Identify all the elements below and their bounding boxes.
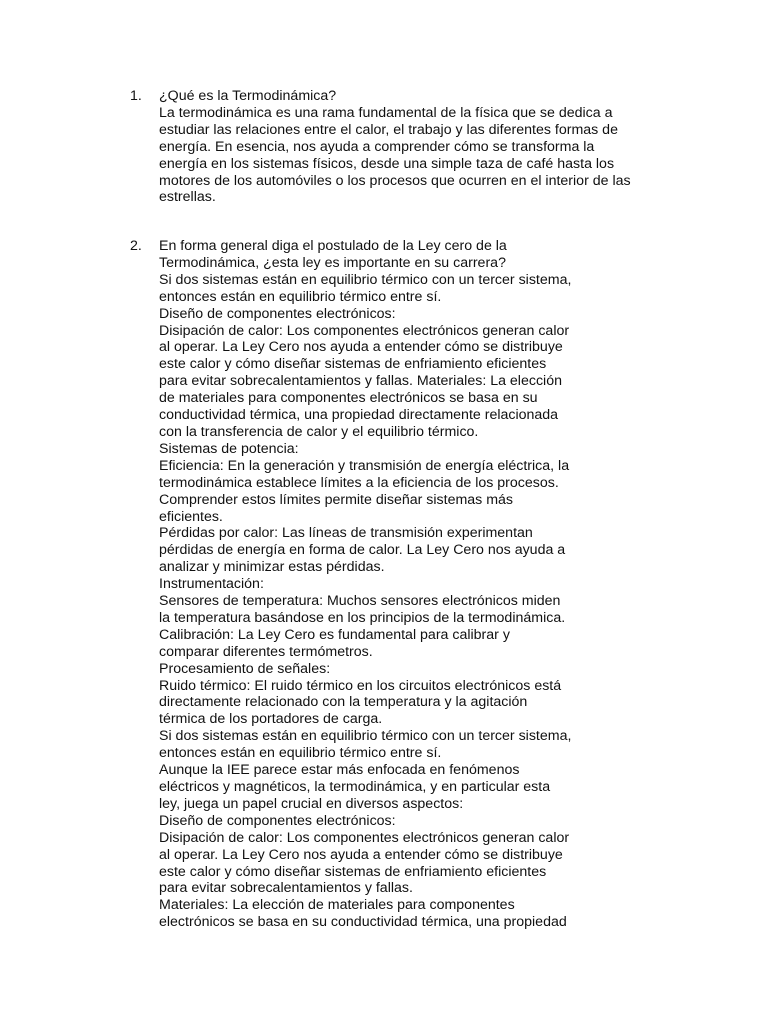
text-line: energía en los sistemas físicos, desde una simple taza de café hasta los <box>159 155 615 172</box>
text-line: La termodinámica es una rama fundamental de la física que se dedica a <box>159 104 613 121</box>
text-line: Ruido térmico: El ruido térmico en los circuitos electrónicos está <box>159 677 562 694</box>
text-line: analizar y minimizar estas pérdidas. <box>159 559 385 576</box>
text-line: motores de los automóviles o los procesos que ocurren en el interior de las <box>159 172 631 189</box>
text-line: térmica de los portadores de carga. <box>159 711 383 728</box>
text-line: ¿Qué es la Termodinámica? <box>159 88 337 104</box>
text-line: directamente relacionado con la temperatura y la agitación <box>159 694 528 711</box>
text-line: entonces están en equilibrio térmico entre sí. <box>159 745 442 762</box>
text-line: Calibración: La Ley Cero es fundamental para calibrar y <box>159 626 510 643</box>
text-line: al operar. La Ley Cero nos ayuda a entender cómo se distribuye <box>159 339 563 356</box>
text-line: Aunque la IEE parece estar más enfocada en fenómenos <box>159 762 520 779</box>
text-line: pérdidas de energía en forma de calor. La Ley Cero nos ayuda a <box>159 542 566 559</box>
text-line: entonces están en equilibrio térmico entre sí. <box>159 288 442 305</box>
text-line: Materiales: La elección de materiales para componentes <box>159 897 515 914</box>
text-line: Disipación de calor: Los componentes electrónicos generan calor <box>159 322 570 339</box>
text-line: para evitar sobrecalentamientos y fallas. Materiales: La elección <box>159 373 562 390</box>
list-item-number: 1. <box>130 88 142 104</box>
text-line: Diseño de componentes electrónicos: <box>159 305 396 322</box>
text-line: con la transferencia de calor y el equilibrio térmico. <box>159 423 479 440</box>
text-line: Instrumentación: <box>159 576 264 593</box>
text-line: Sensores de temperatura: Muchos sensores electrónicos miden <box>159 593 561 610</box>
text-line: eléctricos y magnéticos, la termodinámica, y en particular esta <box>159 779 551 795</box>
text-line: termodinámica establece límites a la eficiencia de los procesos. <box>159 474 559 491</box>
text-line: Comprender estos límites permite diseñar sistemas más <box>159 491 514 508</box>
text-line: este calor y cómo diseñar sistemas de enfriamiento eficientes <box>159 356 547 373</box>
text-line: Eficiencia: En la generación y transmisión de energía eléctrica, la <box>159 457 570 474</box>
text-line: eficientes. <box>159 508 223 525</box>
text-line: ley, juega un papel crucial en diversos aspectos: <box>159 795 464 812</box>
text-line: estrellas. <box>159 189 216 206</box>
text-line: energía. En esencia, nos ayuda a comprender cómo se transforma la <box>159 138 595 155</box>
text-line: Diseño de componentes electrónicos: <box>159 812 396 829</box>
list-item-number: 2. <box>130 238 142 254</box>
list-item-body <box>159 88 631 206</box>
text-line: conductividad térmica, una propiedad directamente relacionada <box>159 407 559 424</box>
text-line: Disipación de calor: Los componentes electrónicos generan calor <box>159 829 570 846</box>
text-line: Pérdidas por calor: Las líneas de transmisión experimentan <box>159 525 533 542</box>
text-line: la temperatura basándose en los principios de la termodinámica. <box>159 609 566 626</box>
text-line: Si dos sistemas están en equilibrio térmico con un tercer sistema, <box>159 728 572 745</box>
text-line: este calor y cómo diseñar sistemas de enfriamiento eficientes <box>159 863 547 880</box>
text-line: de materiales para componentes electrónicos se basa en su <box>159 390 538 407</box>
text-line: electrónicos se basa en su conductividad térmica, una propiedad <box>159 914 567 931</box>
text-line: Sistemas de potencia: <box>159 440 299 457</box>
text-line: comparar diferentes termómetros. <box>159 643 373 660</box>
list-item-body <box>159 238 571 931</box>
text-line: Procesamiento de señales: <box>159 660 331 677</box>
text-line: Si dos sistemas están en equilibrio térmico con un tercer sistema, <box>159 271 572 288</box>
text-line: En forma general diga el postulado de la Ley cero de la <box>159 238 507 254</box>
text-line: al operar. La Ley Cero nos ayuda a entender cómo se distribuye <box>159 846 563 863</box>
text-line: para evitar sobrecalentamientos y fallas. <box>159 880 413 897</box>
text-line: Termodinámica, ¿esta ley es importante en su carrera? <box>159 254 506 271</box>
text-line: estudiar las relaciones entre el calor, el trabajo y las diferentes formas de <box>159 121 618 138</box>
